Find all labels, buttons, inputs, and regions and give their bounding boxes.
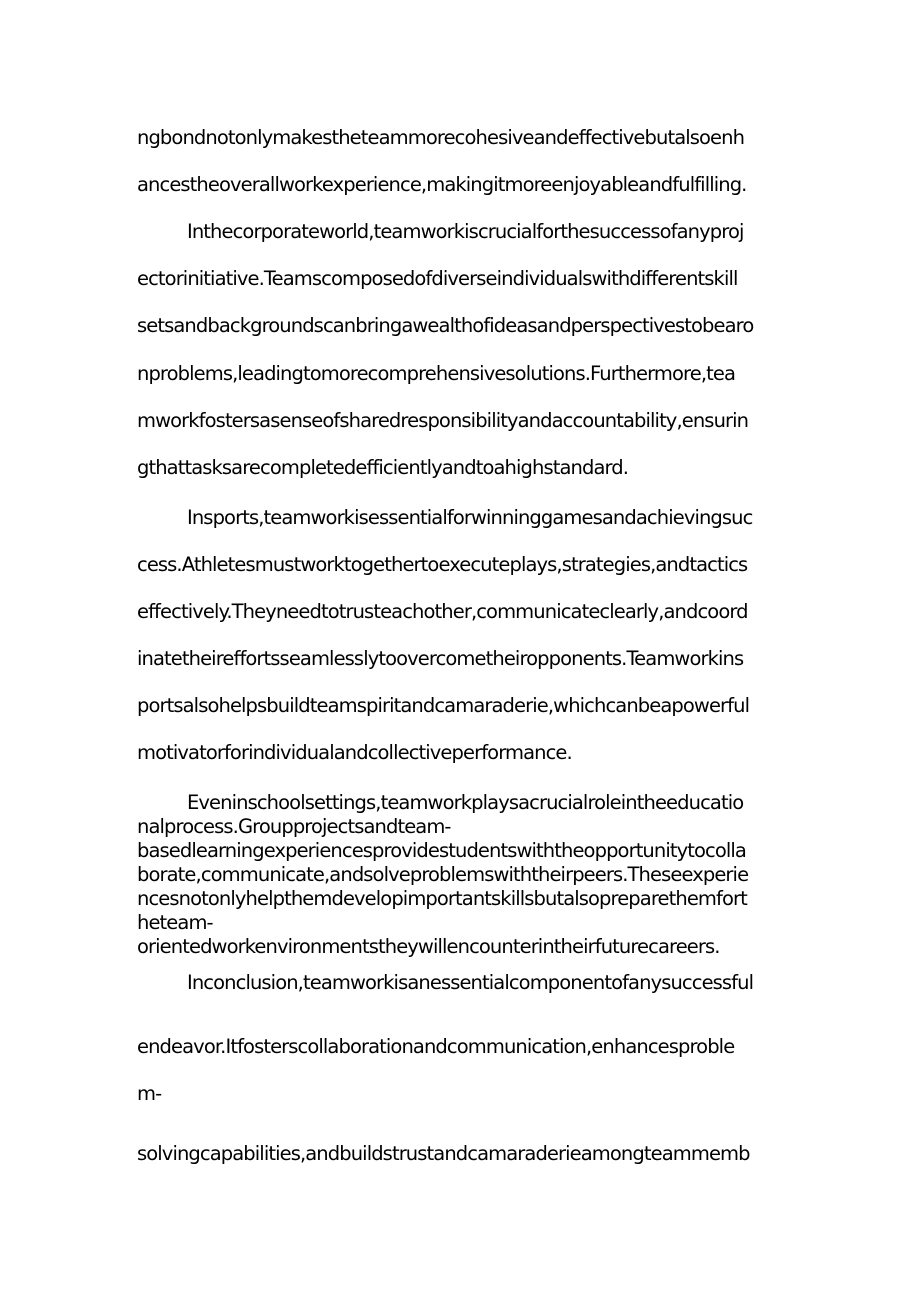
text-line: cess.Athletesmustworktogethertoexecuteplays,strategies,andtactics: [137, 553, 748, 576]
text-line: heteam-: [137, 911, 213, 934]
text-line: motivatorforindividualandcollectiveperformance.: [137, 741, 572, 764]
text-line: Inthecorporateworld,teamworkiscrucialforthesuccessofanyproj: [187, 220, 744, 243]
text-line: Insports,teamworkisessentialforwinninggamesandachievingsuc: [187, 506, 753, 529]
text-line: ectorinitiative.Teamscomposedofdiverseindividualswithdifferentskill: [137, 267, 738, 290]
text-line: ncesnotonlyhelpthemdevelopimportantskillsbutalsopreparethemfort: [137, 887, 747, 910]
text-line: orientedworkenvironmentstheywillencounterintheirfuturecareers.: [137, 935, 720, 958]
text-line: Inconclusion,teamworkisanessentialcomponentofanysuccessful: [187, 971, 754, 994]
text-line: ngbondnotonlymakestheteammorecohesiveandeffectivebutalsoenh: [137, 126, 745, 149]
text-line: solvingcapabilities,andbuildstrustandcamaraderieamongteammemb: [137, 1142, 750, 1165]
text-line: endeavor.Itfosterscollaborationandcommunication,enhancesproble: [137, 1035, 735, 1058]
text-line: basedlearningexperiencesprovidestudentswiththeopportunitytocolla: [137, 839, 746, 862]
text-line: gthattasksarecompletedefficientlyandtoahighstandard.: [137, 456, 629, 479]
text-line: nalprocess.Groupprojectsandteam-: [137, 815, 451, 838]
text-line: portsalsohelpsbuildteamspiritandcamaraderie,whichcanbeapowerful: [137, 694, 750, 717]
text-line: setsandbackgroundscanbringawealthofideasandperspectivestobearo: [137, 314, 754, 337]
text-line: m-: [137, 1082, 162, 1105]
text-line: mworkfostersasenseofsharedresponsibilityandaccountability,ensurin: [137, 409, 749, 432]
text-line: effectively.Theyneedtotrusteachother,communicateclearly,andcoord: [137, 600, 748, 623]
text-line: ancestheoverallworkexperience,makingitmoreenjoyableandfulfilling.: [137, 173, 747, 196]
text-line: borate,communicate,andsolveproblemswiththeirpeers.Theseexperie: [137, 863, 749, 886]
text-line: nproblems,leadingtomorecomprehensivesolutions.Furthermore,tea: [137, 362, 736, 385]
text-line: Eveninschoolsettings,teamworkplaysacrucialroleintheeducatio: [187, 791, 744, 814]
text-line: inatetheireffortsseamlesslytoovercometheiropponents.Teamworkins: [137, 647, 744, 670]
